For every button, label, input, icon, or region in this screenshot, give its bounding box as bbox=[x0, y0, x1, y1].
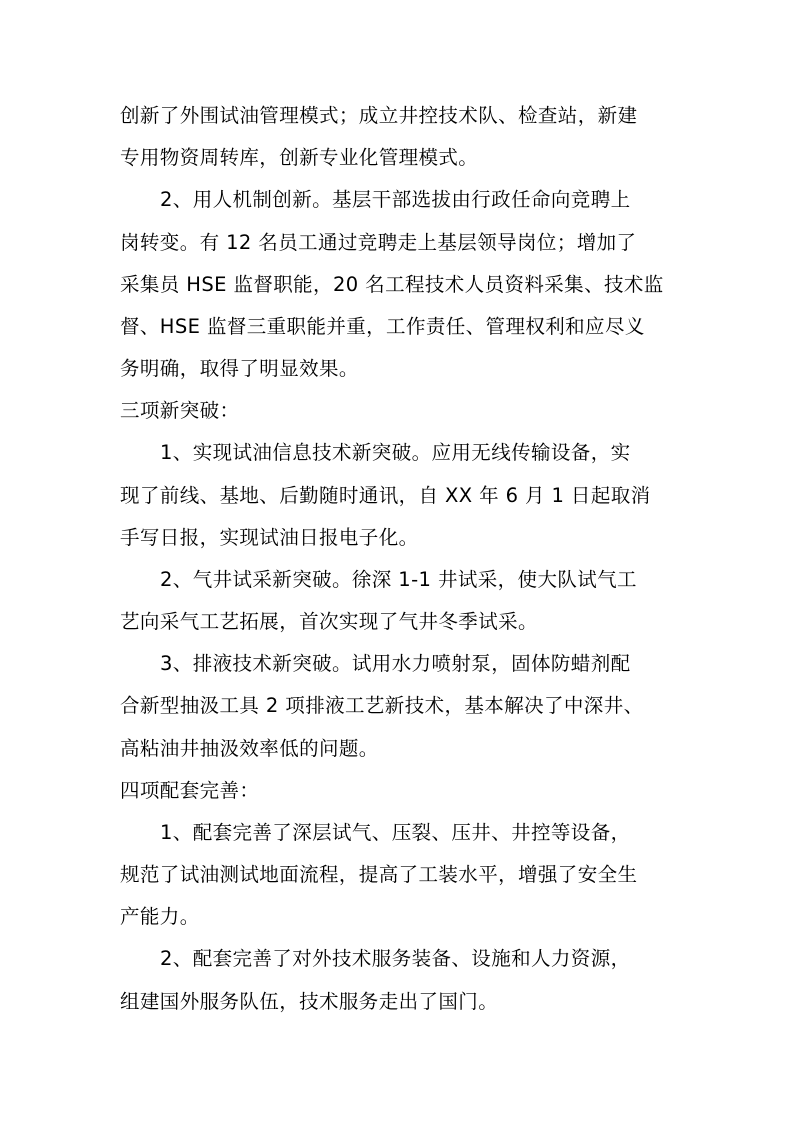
paragraph-start-line: 1、实现试油信息技术新突破。应用无线传输设备，实 bbox=[160, 441, 631, 464]
text-line: 艺向采气工艺拓展，首次实现了气井冬季试采。 bbox=[120, 610, 538, 633]
text-line: 手写日报，实现试油日报电子化。 bbox=[120, 526, 419, 549]
text-line: 岗转变。有 12 名员工通过竞聘走上基层领导岗位；增加了 bbox=[120, 231, 637, 254]
paragraph-start-line: 1、配套完善了深层试气、压裂、压井、井控等设备， bbox=[160, 821, 631, 844]
text-line: 合新型抽汲工具 2 项排液工艺新技术，基本解决了中深井、 bbox=[120, 694, 644, 717]
text-line: 规范了试油测试地面流程，提高了工装水平，增强了安全生 bbox=[120, 863, 638, 886]
section-heading: 三项新突破： bbox=[120, 399, 240, 422]
text-line: 专用物资周转库，创新专业化管理模式。 bbox=[120, 146, 479, 169]
text-line: 现了前线、基地、后勤随时通讯，自 XX 年 6 月 1 日起取消 bbox=[120, 484, 651, 507]
text-line: 督、HSE 监督三重职能并重，工作责任、管理权利和应尽义 bbox=[120, 315, 645, 338]
paragraph-start-line: 2、气井试采新突破。徐深 1-1 井试采，使大队试气工 bbox=[160, 568, 637, 591]
text-line: 务明确，取得了明显效果。 bbox=[120, 357, 359, 380]
text-line: 采集员 HSE 监督职能，20 名工程技术人员资料采集、技术监 bbox=[120, 273, 664, 296]
text-line: 创新了外围试油管理模式；成立井控技术队、检查站，新建 bbox=[120, 104, 638, 127]
paragraph-start-line: 3、排液技术新突破。试用水力喷射泵，固体防蜡剂配 bbox=[160, 652, 631, 675]
text-line: 产能力。 bbox=[120, 905, 200, 928]
text-line: 高粘油井抽汲效率低的问题。 bbox=[120, 737, 379, 760]
section-heading: 四项配套完善： bbox=[120, 779, 260, 802]
paragraph-start-line: 2、配套完善了对外技术服务装备、设施和人力资源， bbox=[160, 947, 631, 970]
text-line: 组建国外服务队伍，技术服务走出了国门。 bbox=[120, 990, 499, 1013]
paragraph-start-line: 2、用人机制创新。基层干部选拔由行政任命向竞聘上 bbox=[160, 188, 631, 211]
